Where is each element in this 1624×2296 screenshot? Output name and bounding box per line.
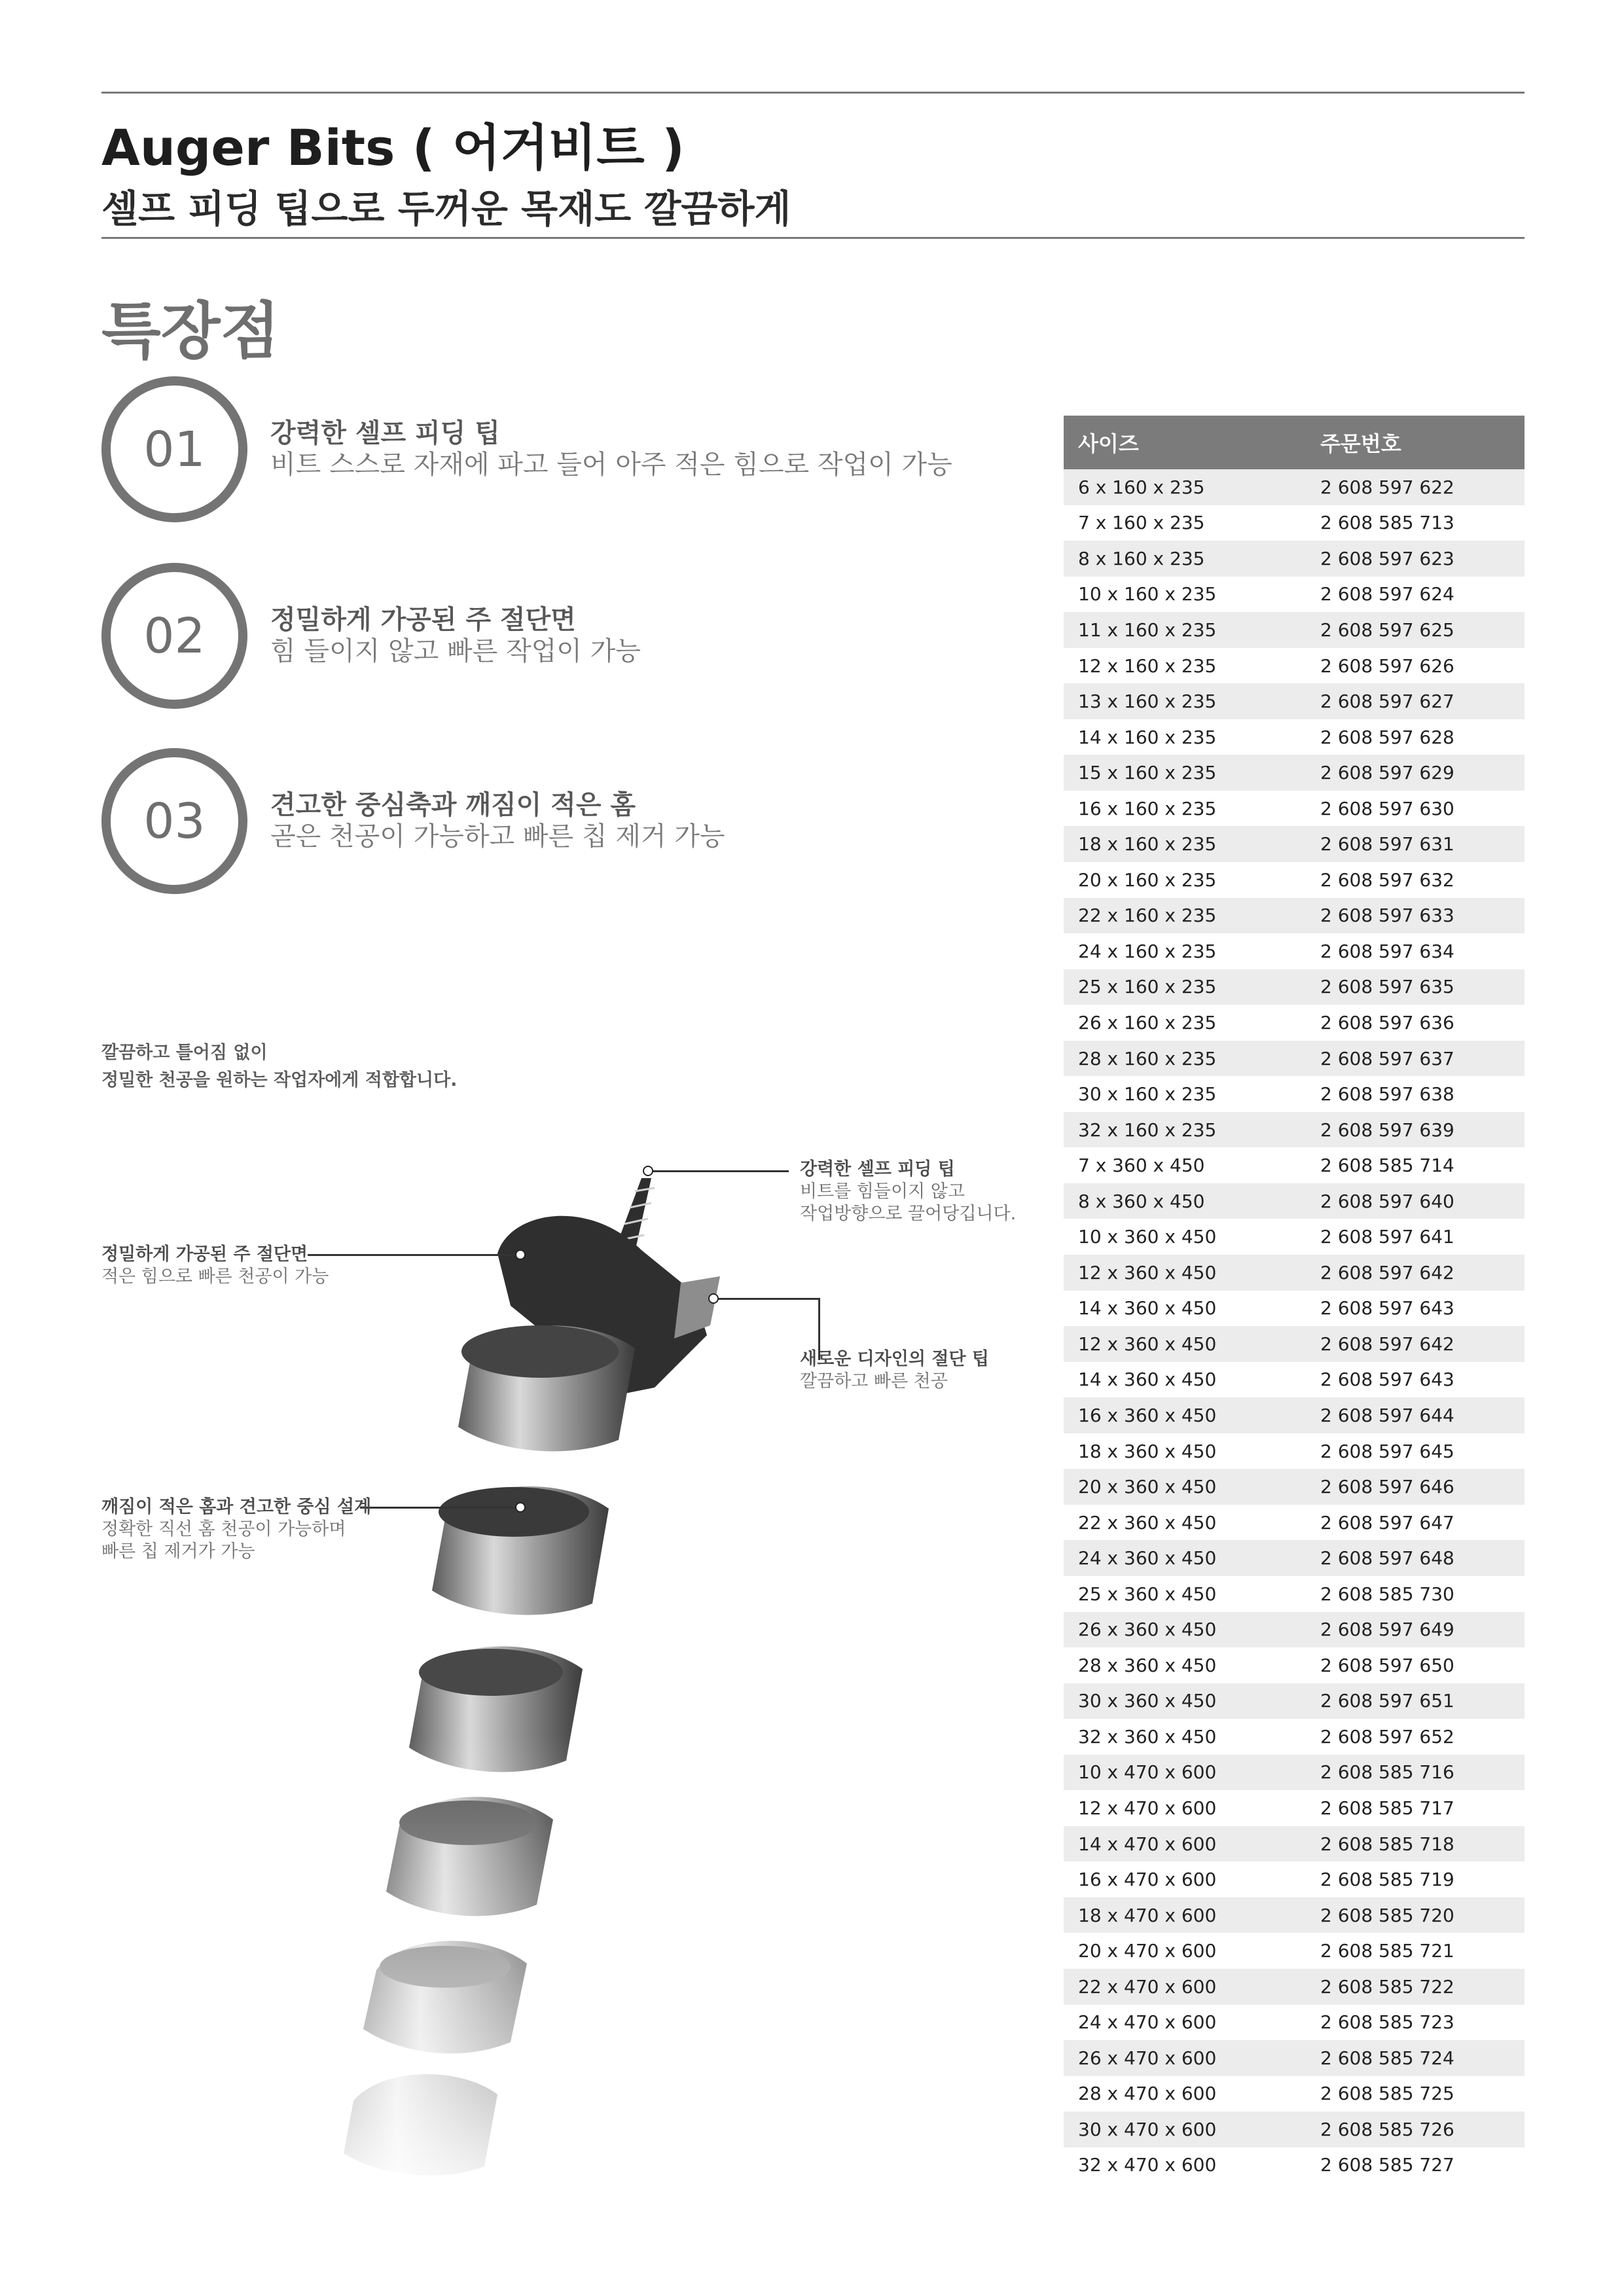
table-row [1064, 1933, 1525, 1969]
table-row [1064, 898, 1525, 934]
feature-number-badge: 02 [101, 563, 247, 709]
table-row [1064, 1969, 1525, 2005]
size-cell: 7 x 160 x 235 [1078, 512, 1205, 534]
size-cell: 25 x 360 x 450 [1078, 1583, 1217, 1605]
size-cell: 25 x 160 x 235 [1078, 976, 1217, 998]
size-cell: 26 x 160 x 235 [1078, 1011, 1217, 1033]
order-number-cell: 2 608 585 730 [1320, 1583, 1454, 1605]
order-number-cell: 2 608 585 720 [1320, 1904, 1454, 1926]
features-heading: 특장점 [101, 296, 280, 367]
size-cell: 20 x 360 x 450 [1078, 1476, 1217, 1498]
callout-text: 빠른 칩 제거가 가능 [101, 1541, 255, 1562]
flute-marker [515, 1502, 526, 1513]
order-number-cell: 2 608 585 717 [1320, 1797, 1454, 1819]
callout-title: 정밀하게 가공된 주 절단면 [101, 1244, 308, 1265]
table-row [1064, 612, 1525, 648]
table-body [1064, 469, 1525, 2183]
feature-description: 비트 스스로 자재에 파고 들어 아주 적은 힘으로 작업이 가능 [270, 450, 952, 480]
order-number-cell: 2 608 597 643 [1320, 1369, 1454, 1391]
table-row [1064, 826, 1525, 862]
table-row [1064, 1362, 1525, 1398]
table-row [1064, 469, 1525, 505]
table-row [1064, 1576, 1525, 1612]
order-number-cell: 2 608 597 648 [1320, 1547, 1454, 1570]
size-cell: 6 x 160 x 235 [1078, 476, 1205, 498]
table-row [1064, 1433, 1525, 1469]
size-cell: 30 x 470 x 600 [1078, 2118, 1217, 2140]
order-number-cell: 2 608 597 635 [1320, 976, 1454, 998]
size-cell: 12 x 360 x 450 [1078, 1261, 1217, 1283]
table-row [1064, 791, 1525, 827]
order-number-cell: 2 608 597 629 [1320, 762, 1454, 784]
feature-item [101, 748, 952, 889]
table-row [1064, 1897, 1525, 1933]
callout-cutting-tip [800, 1348, 989, 1393]
table-row [1064, 1397, 1525, 1433]
order-number-cell: 2 608 597 634 [1320, 940, 1454, 962]
size-cell: 16 x 160 x 235 [1078, 797, 1217, 819]
callout-text: 적은 힘으로 빠른 천공이 가능 [101, 1266, 329, 1287]
size-cell: 14 x 160 x 235 [1078, 726, 1217, 748]
callout-flute [101, 1496, 371, 1563]
top-rule [101, 92, 1525, 94]
table-row [1064, 1683, 1525, 1719]
feature-title: 정밀하게 가공된 주 절단면 [270, 605, 576, 635]
order-number-cell: 2 608 597 649 [1320, 1619, 1454, 1641]
main-cut-leader-line [308, 1254, 520, 1256]
order-number-cell: 2 608 597 637 [1320, 1047, 1454, 1069]
size-cell: 14 x 470 x 600 [1078, 1833, 1217, 1855]
order-number-cell: 2 608 585 727 [1320, 2154, 1454, 2176]
order-number-cell: 2 608 585 718 [1320, 1833, 1454, 1855]
order-number-cell: 2 608 585 725 [1320, 2083, 1454, 2105]
size-cell: 10 x 160 x 235 [1078, 583, 1217, 605]
table-row [1064, 1255, 1525, 1291]
size-cell: 16 x 360 x 450 [1078, 1404, 1217, 1426]
feature-title: 강력한 셀프 피딩 팁 [270, 418, 500, 448]
table-row [1064, 1505, 1525, 1541]
table-row [1064, 1005, 1525, 1041]
table-row [1064, 2147, 1525, 2183]
feature-description: 곧은 천공이 가능하고 빠른 칩 제거 가능 [270, 821, 725, 852]
header-bottom-rule [101, 237, 1525, 239]
auger-bit-illustration [223, 1152, 799, 2212]
callout-feeding-tip [800, 1158, 1016, 1225]
table-row [1064, 1291, 1525, 1327]
order-number-cell: 2 608 585 724 [1320, 2047, 1454, 2069]
tip-marker [643, 1166, 653, 1176]
size-cell: 18 x 470 x 600 [1078, 1904, 1217, 1926]
order-number-cell: 2 608 597 623 [1320, 547, 1454, 569]
flute-leader-line [360, 1507, 520, 1509]
order-number-cell: 2 608 585 719 [1320, 1869, 1454, 1891]
table-row [1064, 755, 1525, 791]
order-number-cell: 2 608 597 642 [1320, 1261, 1454, 1283]
order-number-cell: 2 608 597 625 [1320, 619, 1454, 641]
table-row [1064, 1719, 1525, 1755]
table-row [1064, 2076, 1525, 2112]
feature-item [101, 376, 952, 517]
table-row [1064, 1826, 1525, 1862]
order-number-cell: 2 608 597 650 [1320, 1654, 1454, 1676]
size-cell: 28 x 470 x 600 [1078, 2083, 1217, 2105]
table-row [1064, 648, 1525, 684]
table-row [1064, 1183, 1525, 1219]
size-cell: 26 x 470 x 600 [1078, 2047, 1217, 2069]
size-cell: 32 x 360 x 450 [1078, 1725, 1217, 1748]
table-row [1064, 862, 1525, 898]
table-row [1064, 1790, 1525, 1826]
table-header [1064, 416, 1525, 469]
order-number-cell: 2 608 585 721 [1320, 1940, 1454, 1962]
size-cell: 28 x 160 x 235 [1078, 1047, 1217, 1069]
size-cell: 10 x 470 x 600 [1078, 1761, 1217, 1784]
order-number-cell: 2 608 597 642 [1320, 1333, 1454, 1355]
table-row [1064, 2040, 1525, 2076]
order-number-cell: 2 608 597 627 [1320, 691, 1454, 713]
size-cell: 16 x 470 x 600 [1078, 1869, 1217, 1891]
size-cell: 18 x 360 x 450 [1078, 1440, 1217, 1462]
order-number-cell: 2 608 597 636 [1320, 1011, 1454, 1033]
order-number-cell: 2 608 597 640 [1320, 1190, 1454, 1212]
callout-title: 강력한 셀프 피딩 팁 [800, 1159, 955, 1179]
page-subtitle: 셀프 피딩 팁으로 두꺼운 목재도 깔끔하게 [101, 187, 791, 231]
size-cell: 8 x 360 x 450 [1078, 1190, 1205, 1212]
intro-line: 깔끔하고 틀어짐 없이 [101, 1043, 268, 1063]
callout-text: 깔끔하고 빠른 천공 [800, 1371, 948, 1391]
order-number-cell: 2 608 597 632 [1320, 869, 1454, 891]
size-cell: 22 x 160 x 235 [1078, 905, 1217, 927]
order-number-cell: 2 608 597 631 [1320, 833, 1454, 855]
callout-text: 작업방향으로 끌어당깁니다. [800, 1204, 1017, 1224]
intro-text [101, 1039, 457, 1094]
table-row [1064, 2111, 1525, 2147]
main-cut-marker [515, 1249, 526, 1260]
order-number-cell: 2 608 585 716 [1320, 1761, 1454, 1784]
table-row [1064, 719, 1525, 755]
size-cell: 12 x 360 x 450 [1078, 1333, 1217, 1355]
order-number-cell: 2 608 597 633 [1320, 905, 1454, 927]
size-cell: 30 x 160 x 235 [1078, 1083, 1217, 1105]
feature-title: 견고한 중심축과 깨짐이 적은 홈 [270, 790, 636, 820]
table-row [1064, 683, 1525, 719]
callout-title: 깨짐이 적은 홈과 견고한 중심 설계 [101, 1497, 372, 1517]
table-row [1064, 1540, 1525, 1576]
size-cell: 12 x 470 x 600 [1078, 1797, 1217, 1819]
size-cell: 32 x 470 x 600 [1078, 2154, 1217, 2176]
table-row [1064, 2005, 1525, 2041]
callout-main-cut [101, 1244, 329, 1288]
order-number-cell: 2 608 597 646 [1320, 1476, 1454, 1498]
column-header-size: 사이즈 [1078, 431, 1139, 456]
size-cell: 22 x 470 x 600 [1078, 1975, 1217, 1998]
size-cell: 26 x 360 x 450 [1078, 1619, 1217, 1641]
table-row [1064, 1041, 1525, 1077]
order-number-cell: 2 608 597 628 [1320, 726, 1454, 748]
order-number-cell: 2 608 597 651 [1320, 1690, 1454, 1712]
order-number-cell: 2 608 585 723 [1320, 2011, 1454, 2034]
table-row [1064, 1076, 1525, 1112]
size-cell: 14 x 360 x 450 [1078, 1369, 1217, 1391]
table-row [1064, 1469, 1525, 1505]
order-number-cell: 2 608 597 645 [1320, 1440, 1454, 1462]
size-cell: 8 x 160 x 235 [1078, 547, 1205, 569]
size-cell: 24 x 360 x 450 [1078, 1547, 1217, 1570]
callout-text: 정확한 직선 홈 천공이 가능하며 [101, 1519, 346, 1539]
size-cell: 20 x 470 x 600 [1078, 1940, 1217, 1962]
callout-text: 비트를 힘들이지 않고 [800, 1181, 965, 1202]
table-row [1064, 505, 1525, 541]
size-order-table [1064, 416, 1525, 2183]
order-number-cell: 2 608 597 626 [1320, 655, 1454, 677]
feature-description: 힘 들이지 않고 빠른 작업이 가능 [270, 636, 641, 666]
table-row [1064, 1861, 1525, 1897]
table-row [1064, 969, 1525, 1005]
tip-leader-line [648, 1170, 789, 1172]
table-row [1064, 1612, 1525, 1648]
table-row [1064, 1647, 1525, 1683]
feature-number-badge: 01 [101, 376, 247, 522]
size-cell: 12 x 160 x 235 [1078, 655, 1217, 677]
callout-title: 새로운 디자인의 절단 팁 [800, 1349, 990, 1369]
size-cell: 30 x 360 x 450 [1078, 1690, 1217, 1712]
order-number-cell: 2 608 597 624 [1320, 583, 1454, 605]
order-number-cell: 2 608 597 639 [1320, 1119, 1454, 1141]
size-cell: 24 x 470 x 600 [1078, 2011, 1217, 2034]
order-number-cell: 2 608 597 647 [1320, 1511, 1454, 1534]
size-cell: 11 x 160 x 235 [1078, 619, 1217, 641]
size-cell: 22 x 360 x 450 [1078, 1511, 1217, 1534]
cutting-tip-leader-line [713, 1298, 818, 1300]
feature-number-badge: 03 [101, 748, 247, 894]
order-number-cell: 2 608 585 714 [1320, 1155, 1454, 1177]
table-row [1064, 933, 1525, 969]
feature-item [101, 563, 952, 704]
order-number-cell: 2 608 585 713 [1320, 512, 1454, 534]
table-row [1064, 1112, 1525, 1148]
order-number-cell: 2 608 597 644 [1320, 1404, 1454, 1426]
table-row [1064, 1755, 1525, 1791]
size-cell: 28 x 360 x 450 [1078, 1654, 1217, 1676]
size-cell: 10 x 360 x 450 [1078, 1226, 1217, 1248]
size-cell: 13 x 160 x 235 [1078, 691, 1217, 713]
order-number-cell: 2 608 597 630 [1320, 797, 1454, 819]
size-cell: 7 x 360 x 450 [1078, 1155, 1205, 1177]
table-row [1064, 1326, 1525, 1362]
order-number-cell: 2 608 597 643 [1320, 1297, 1454, 1319]
order-number-cell: 2 608 585 726 [1320, 2118, 1454, 2140]
size-cell: 24 x 160 x 235 [1078, 940, 1217, 962]
order-number-cell: 2 608 597 622 [1320, 476, 1454, 498]
size-cell: 14 x 360 x 450 [1078, 1297, 1217, 1319]
table-row [1064, 1147, 1525, 1183]
size-cell: 20 x 160 x 235 [1078, 869, 1217, 891]
cutting-tip-marker [708, 1293, 719, 1304]
order-number-cell: 2 608 597 641 [1320, 1226, 1454, 1248]
column-header-order-number: 주문번호 [1320, 431, 1401, 456]
table-row [1064, 1219, 1525, 1255]
order-number-cell: 2 608 597 638 [1320, 1083, 1454, 1105]
table-row [1064, 541, 1525, 577]
size-cell: 32 x 160 x 235 [1078, 1119, 1217, 1141]
size-cell: 18 x 160 x 235 [1078, 833, 1217, 855]
order-number-cell: 2 608 585 722 [1320, 1975, 1454, 1998]
page-title: Auger Bits ( 어거비트 ) [101, 118, 685, 177]
order-number-cell: 2 608 597 652 [1320, 1725, 1454, 1748]
intro-line: 정밀한 천공을 원하는 작업자에게 적합합니다. [101, 1070, 458, 1090]
table-row [1064, 577, 1525, 613]
size-cell: 15 x 160 x 235 [1078, 762, 1217, 784]
